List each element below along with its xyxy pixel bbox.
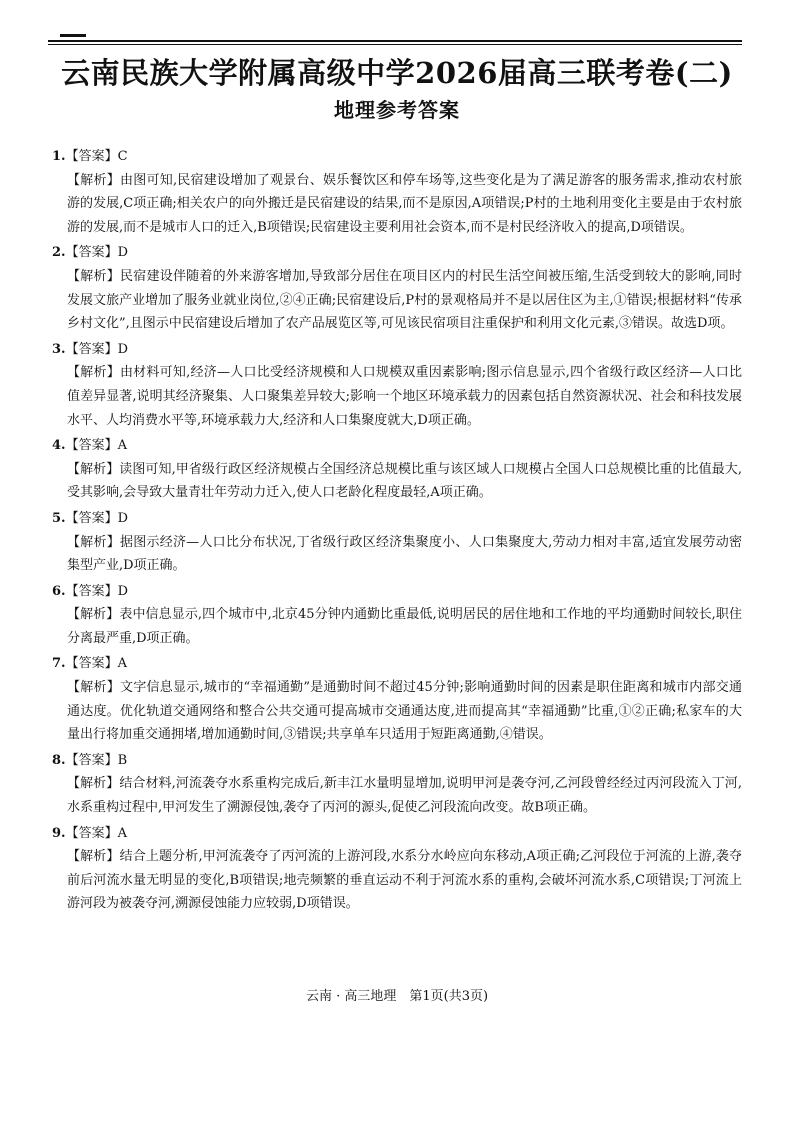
answer-item-2 [52, 241, 742, 335]
answer-label: 【答案】A [65, 438, 127, 454]
item-number: 5. [52, 510, 66, 526]
answer-label: 【答案】D [65, 245, 129, 261]
answer-item-6 [52, 580, 742, 651]
answer-item-9 [52, 822, 742, 916]
analysis-text: 【解析】据图示经济—人口比分布状况,丁省级行政区经济集聚度小、人口集聚度大,劳动力相对丰富,适宜发展劳动密集型产业,D项正确。 [67, 534, 742, 574]
page-title: 云南民族大学附属高级中学2026届高三联考卷(二) [61, 56, 733, 90]
item-number: 2. [52, 245, 66, 261]
header-rule-thin [48, 44, 742, 45]
answer-label: 【答案】D [65, 510, 129, 526]
analysis-text: 【解析】读图可知,甲省级行政区经济规模占全国经济总规模比重与该区域人口规模占全国人口总规模比重的比值最大,受其影响,会导致大量青壮年劳动力迁入,使人口老龄化程度最轻,A项正确。 [67, 461, 742, 501]
answer-item-4 [52, 434, 742, 505]
answer-item-1 [52, 145, 742, 239]
answer-label: 【答案】D [65, 583, 129, 599]
header-mark [60, 34, 86, 37]
item-number: 9. [52, 825, 66, 841]
answer-label: 【答案】A [65, 825, 127, 841]
item-number: 8. [52, 752, 66, 768]
page-footer: 云南 · 高三地理 第1页(共3页) [305, 989, 489, 1004]
analysis-text: 【解析】表中信息显示,四个城市中,北京45分钟内通勤比重最低,说明居民的居住地和工作地的平均通勤时间较长,职住分离最严重,D项正确。 [67, 607, 742, 646]
item-number: 1. [52, 149, 66, 164]
analysis-text: 【解析】结合上题分析,甲河流袭夺了丙河流的上游河段,水系分水岭应向东移动,A项正确;乙河段位于河流的上游,袭夺前后河流水量无明显的变化,B项错误;地壳频繁的垂直运动不利于河流水系的重构,会破坏河流水系,C项错误;丁河流上游河段为被袭夺河,溯源侵蚀能力应较弱,D项错误。 [67, 849, 742, 912]
header-rule [48, 40, 742, 42]
answer-item-8 [52, 749, 742, 820]
analysis-text: 【解析】文字信息显示,城市的“幸福通勤”是通勤时间不超过45分钟;影响通勤时间的因素是职住距离和城市内部交通通达度。优化轨道交通网络和整合公共交通可提高城市交通通达度,进而提高其“幸福通勤”比重,①②正确;私家车的大量出行将加重交通拥堵,增加通勤时间,③错误;共享单车只适用于短距离通勤,④错误。 [67, 680, 742, 743]
answer-label: 【答案】A [65, 656, 127, 672]
analysis-text: 【解析】民宿建设伴随着的外来游客增加,导致部分居住在项目区内的村民生活空间被压缩,生活受到较大的影响,同时发展文旅产业增加了服务业就业岗位,②④正确;民宿建设后,P村的景观格局并不是以居住区为主,①错误;根据材料“传承乡村文化”,且图示中民宿建设后增加了农产品展览区等,可见该民宿项目注重保护和利用文化元素,③错误。故选D项。 [67, 268, 742, 332]
item-number: 4. [52, 438, 66, 454]
answer-list [52, 145, 742, 918]
analysis-text: 【解析】由图可知,民宿建设增加了观景台、娱乐餐饮区和停车场等,这些变化是为了满足游客的服务需求,推动农村旅游的发展,C项正确;相关农户的向外搬迁是民宿建设的结果,而不是原因,A项错误;P村的土地利用变化主要是由于农村旅游的发展,而不是城市人口的迁入,B项错误;民宿建设主要利用社会资本,而不是村民经济收入的提高,D项错误。 [67, 172, 742, 235]
page-subtitle: 地理参考答案 [334, 98, 460, 122]
answer-item-5 [52, 507, 742, 578]
answer-label: 【答案】D [65, 341, 129, 357]
item-number: 7. [52, 656, 66, 672]
answer-label: 【答案】B [65, 752, 128, 768]
analysis-text: 【解析】由材料可知,经济—人口比受经济规模和人口规模双重因素影响;图示信息显示,四个省级行政区经济—人口比值差异显著,说明其经济聚集、人口聚集差异较大;影响一个地区环境承载力的因素包括自然资源状况、社会和科技发展水平、人均消费水平等,环境承载力大,经济和人口集聚度就大,D项正确。 [67, 365, 742, 428]
item-number: 6. [52, 583, 66, 599]
item-number: 3. [52, 341, 66, 357]
analysis-text: 【解析】结合材料,河流袭夺水系重构完成后,新丰江水量明显增加,说明甲河是袭夺河,乙河段曾经经过丙河段流入丁河,水系重构过程中,甲河发生了溯源侵蚀,袭夺了丙河的源头,促使乙河段流向改变。故B项正确。 [67, 776, 742, 816]
answer-item-7 [52, 652, 742, 746]
answer-label: 【答案】C [65, 149, 128, 164]
answer-item-3 [52, 338, 742, 432]
